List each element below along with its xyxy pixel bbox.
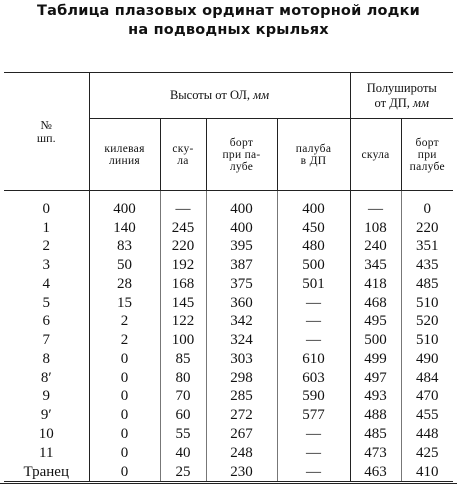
table-row (4, 218, 453, 237)
table-row (4, 368, 453, 387)
ordinate-cell: 220 (160, 237, 206, 256)
ordinate-cell: 484 (401, 368, 453, 387)
ordinate-cell: 230 (206, 462, 277, 481)
ordinate-cell: 395 (206, 237, 277, 256)
ordinate-cell: — (277, 425, 350, 444)
ordinate-cell: 80 (160, 368, 206, 387)
ordinate-cell: 0 (89, 349, 160, 368)
ordinate-cell: 70 (160, 387, 206, 406)
ordinate-cell: 387 (206, 256, 277, 275)
ordinate-cell: 342 (206, 312, 277, 331)
table-row (4, 237, 453, 256)
table-row (4, 462, 453, 481)
frame-number-cell: 11 (39, 444, 54, 461)
ordinate-cell: 85 (160, 349, 206, 368)
ordinate-cell: 0 (89, 462, 160, 481)
header-frame-number-line2: шп. (36, 130, 56, 145)
ordinate-cell: 60 (160, 406, 206, 425)
ordinate-cell: 55 (160, 425, 206, 444)
ordinate-cell: 590 (277, 387, 350, 406)
ordinate-cell: 50 (89, 256, 160, 275)
ordinate-cell: 245 (160, 218, 206, 237)
ordinate-cell: 400 (206, 218, 277, 237)
ordinate-cell: 145 (160, 293, 206, 312)
ordinate-cell: 468 (350, 293, 401, 312)
table-row (4, 293, 453, 312)
ordinate-cell: 240 (350, 237, 401, 256)
header-chine-height-2: ла (177, 154, 189, 167)
ordinate-cell: 2 (89, 312, 160, 331)
ordinate-cell: 122 (160, 312, 206, 331)
frame-number-cell: 5 (42, 294, 50, 311)
header-group-halfwidths (350, 73, 453, 119)
header-chine-height (160, 119, 206, 191)
ordinate-cell: 0 (89, 443, 160, 462)
frame-number-cell: 10 (38, 425, 54, 442)
header-frame-number-line1: № (40, 117, 52, 132)
ordinate-cell: 450 (277, 218, 350, 237)
frame-number-cell: 2 (42, 238, 50, 255)
header-side-at-deck-halfwidth-2: при (417, 148, 437, 161)
header-frame-number (4, 73, 89, 191)
header-halfwidths-line2: от ДП, (374, 95, 410, 110)
ordinate-cell: 25 (160, 462, 206, 481)
frame-number-cell: 4 (42, 275, 50, 292)
ordinate-cell: — (277, 331, 350, 350)
header-side-at-deck-halfwidth-1: борт (415, 136, 439, 149)
ordinate-cell: 168 (160, 274, 206, 293)
header-deck-at-centerline-2: в ДП (300, 154, 327, 167)
ordinate-cell: 520 (401, 312, 453, 331)
ordinate-cell: 248 (206, 443, 277, 462)
table-row (4, 312, 453, 331)
header-chine-halfwidth-1: скула (361, 148, 390, 161)
ordinate-cell: 577 (277, 406, 350, 425)
frame-number-cell: 8′ (40, 369, 52, 386)
ordinate-cell: 220 (401, 218, 453, 237)
header-halfwidths-line1: Полушироты (366, 80, 437, 95)
ordinate-cell: 448 (401, 425, 453, 444)
ordinate-cell: 485 (350, 425, 401, 444)
header-side-at-deck-height (206, 119, 277, 191)
ordinate-cell: 28 (89, 274, 160, 293)
ordinate-cell: 40 (160, 443, 206, 462)
header-side-at-deck-halfwidth-3: палубе (409, 160, 445, 173)
ordinate-cell: 15 (89, 293, 160, 312)
header-heights-text: Высоты от ОЛ, (169, 88, 250, 102)
ordinate-cell: 345 (350, 256, 401, 275)
header-deck-at-centerline-1: палуба (295, 142, 332, 155)
ordinate-cell: 410 (401, 462, 453, 481)
ordinate-cell: — (160, 191, 206, 219)
ordinate-cell: 510 (401, 293, 453, 312)
header-side-at-deck-height-1: борт (229, 136, 254, 149)
title-line-2: на подводных крыльях (128, 22, 329, 38)
ordinate-cell: 470 (401, 387, 453, 406)
ordinate-cell: 267 (206, 425, 277, 444)
header-keel-line-2: линия (109, 154, 140, 167)
header-chine-height-1: ску- (172, 142, 194, 155)
header-chine-halfwidth (350, 119, 401, 191)
header-side-at-deck-height-3: лубе (229, 160, 254, 173)
ordinate-cell: 485 (401, 274, 453, 293)
ordinate-cell: 510 (401, 331, 453, 350)
ordinate-cell: 298 (206, 368, 277, 387)
frame-number-cell: 0 (42, 200, 50, 217)
header-halfwidths-unit: мм (413, 95, 429, 110)
ordinate-cell: 400 (206, 191, 277, 219)
ordinate-cell: 610 (277, 349, 350, 368)
table-row (4, 349, 453, 368)
table-row (4, 406, 453, 425)
header-deck-at-centerline (277, 119, 350, 191)
frame-number-cell: 9 (42, 388, 50, 405)
frame-number-cell: 6 (42, 313, 50, 330)
table-row (4, 274, 453, 293)
ordinate-cell: 2 (89, 331, 160, 350)
ordinate-cell: 480 (277, 237, 350, 256)
ordinate-cell: 490 (401, 349, 453, 368)
frame-number-cell: Транец (4, 462, 89, 481)
ordinate-cell: 497 (350, 368, 401, 387)
ordinate-cell: 425 (401, 443, 453, 462)
ordinate-cell: 303 (206, 349, 277, 368)
ordinate-cell: 603 (277, 368, 350, 387)
table-row (4, 443, 453, 462)
ordinate-cell: — (350, 191, 401, 219)
table-row (4, 191, 453, 219)
ordinate-cell: 324 (206, 331, 277, 350)
table-title (0, 2, 457, 40)
ordinate-cell: 192 (160, 256, 206, 275)
title-line-1: Таблица плазовых ординат моторной лодки (37, 3, 420, 19)
header-keel-line (89, 119, 160, 191)
ordinate-cell: 100 (160, 331, 206, 350)
ordinate-cell: 488 (350, 406, 401, 425)
ordinate-cell: 418 (350, 274, 401, 293)
ordinate-cell: 360 (206, 293, 277, 312)
ordinate-cell: 351 (401, 237, 453, 256)
ordinate-cell: 83 (89, 237, 160, 256)
header-heights-unit: мм (253, 88, 270, 102)
ordinate-cell: 0 (401, 191, 453, 219)
frame-number-cell: 3 (42, 257, 50, 274)
ordinate-cell: 140 (89, 218, 160, 237)
ordinate-cell: 463 (350, 462, 401, 481)
ordinate-cell: 108 (350, 218, 401, 237)
header-side-at-deck-halfwidth (401, 119, 453, 191)
ordinate-cell: — (277, 293, 350, 312)
ordinate-cell: 0 (89, 406, 160, 425)
ordinate-cell: 400 (89, 191, 160, 219)
ordinate-cell: 400 (277, 191, 350, 219)
ordinate-cell: 375 (206, 274, 277, 293)
header-group-heights (89, 73, 350, 119)
ordinate-cell: 435 (401, 256, 453, 275)
ordinate-cell: 455 (401, 406, 453, 425)
frame-number-cell: 1 (42, 219, 50, 236)
ordinate-cell: 500 (277, 256, 350, 275)
ordinates-table (4, 72, 453, 482)
frame-number-cell: 9′ (40, 407, 52, 424)
table-row (4, 387, 453, 406)
ordinate-cell: 0 (89, 368, 160, 387)
table-row (4, 425, 453, 444)
ordinate-cell: — (277, 443, 350, 462)
table-row (4, 256, 453, 275)
ordinate-cell: 493 (350, 387, 401, 406)
frame-number-cell: 7 (42, 332, 50, 349)
table-row (4, 331, 453, 350)
ordinate-cell: 500 (350, 331, 401, 350)
ordinate-cell: 499 (350, 349, 401, 368)
ordinate-cell: 0 (89, 387, 160, 406)
ordinate-cell: 473 (350, 443, 401, 462)
ordinate-cell: 495 (350, 312, 401, 331)
header-side-at-deck-height-2: при па- (222, 148, 261, 161)
table-bottom-rule (0, 483, 457, 484)
ordinate-cell: 285 (206, 387, 277, 406)
ordinate-cell: 272 (206, 406, 277, 425)
ordinate-cell: — (277, 312, 350, 331)
frame-number-cell: 8 (42, 350, 50, 367)
header-keel-line-1: килевая (104, 142, 145, 155)
ordinate-cell: — (277, 462, 350, 481)
ordinate-cell: 0 (89, 425, 160, 444)
ordinate-cell: 501 (277, 274, 350, 293)
